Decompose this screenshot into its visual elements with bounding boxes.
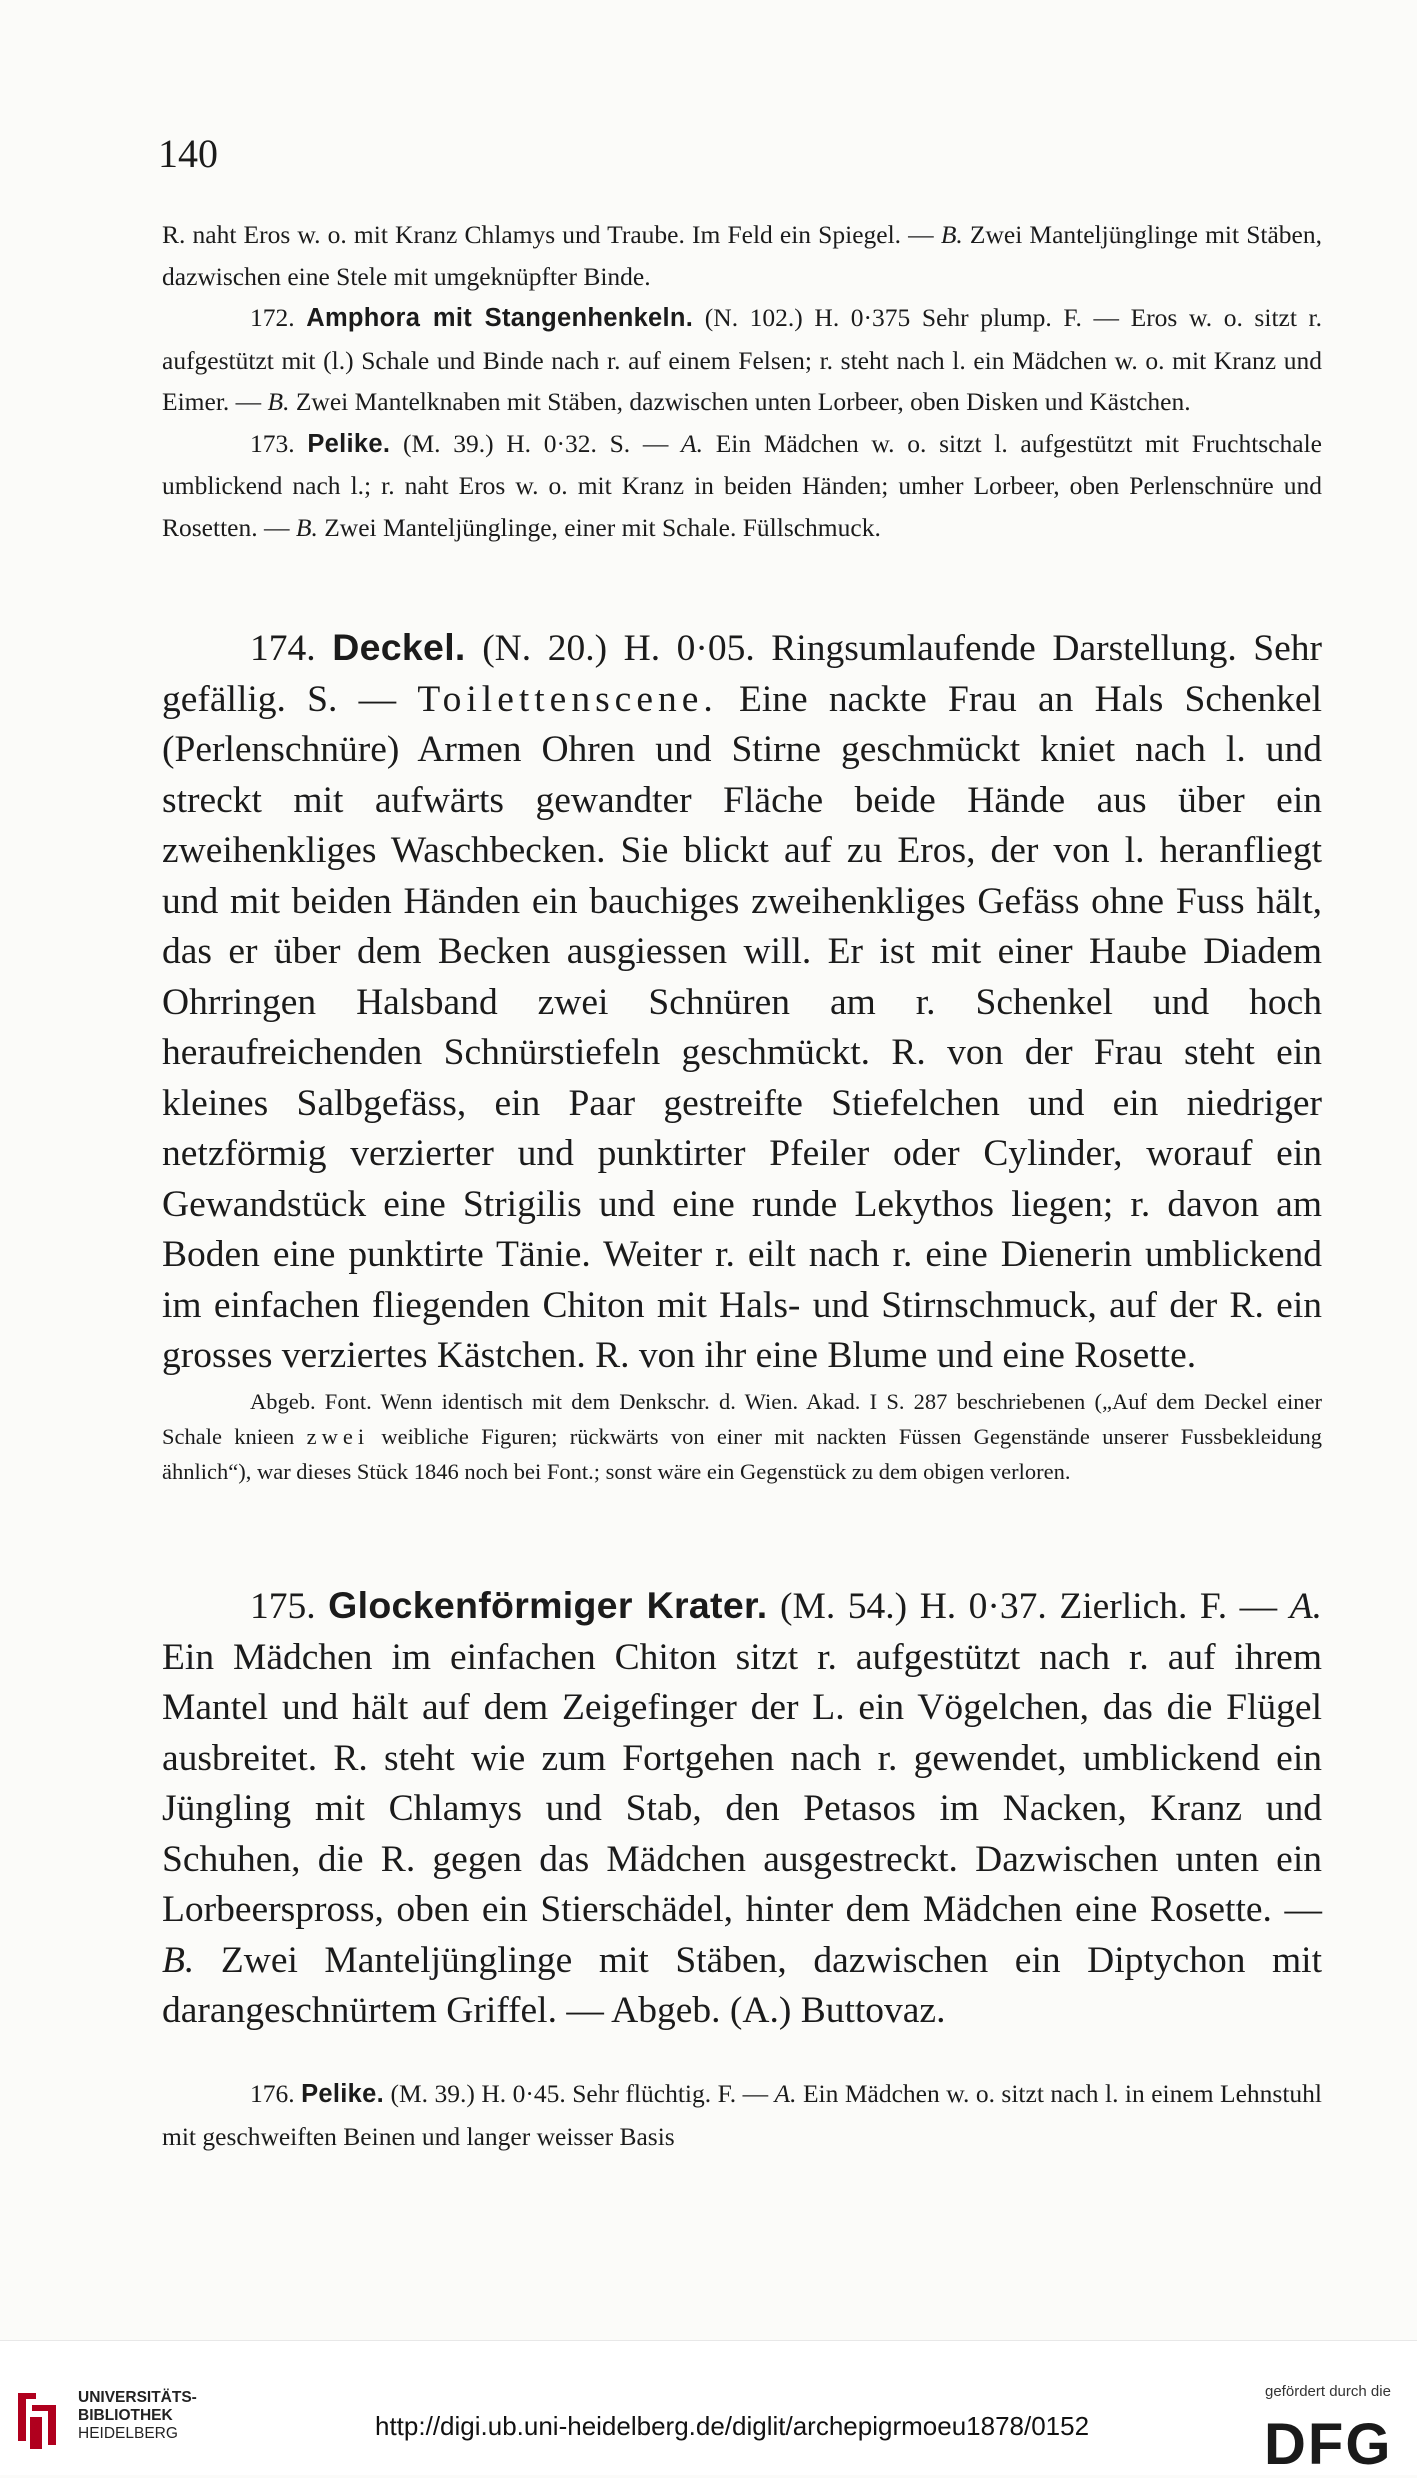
entry-heading: Glockenförmiger Krater. xyxy=(328,1584,768,1626)
library-line-2: BIBLIOTHEK xyxy=(78,2407,173,2424)
spaced-term: Toilettenscene. xyxy=(417,678,718,720)
entry-175 xyxy=(162,1580,1322,2037)
entry-175-block xyxy=(162,1580,1322,2037)
entry-number: 172. xyxy=(250,303,307,332)
entry-text: (N. 102.) H. 0·375 Sehr plump. F. — Eros w. o. sitzt r. aufgestützt mit (l.) Schale und Binde nach r. auf einem Felsen; r. steht nach l. ein Mädchen w. o. mit Kranz und Eimer. — xyxy=(162,303,1322,416)
entry-number: 174. xyxy=(250,628,333,669)
entry-text: Ein Mädchen w. o. sitzt l. aufgestützt mit Fruchtschale umblickend nach l.; r. naht Eros w. o. mit Kranz in beiden Händen; umher Lorbeer, oben Perlenschnüre und Rosetten. — xyxy=(162,428,1322,542)
entry-heading: Amphora mit Stangenhenkeln. xyxy=(306,304,694,332)
entry-text: Zwei Manteljünglinge, einer mit Schale. Füllschmuck. xyxy=(317,512,881,542)
side-b-label: B. xyxy=(267,387,290,416)
side-b-label: B. xyxy=(940,220,963,249)
entry-text: (M. 39.) H. 0·45. Sehr flüchtig. F. — xyxy=(384,2079,775,2108)
note-text: weibliche Figuren; rückwärts von einer mit nackten Füssen Gegenstände unserer Fussbekleidung ähnlich“), war dieses Stück 1846 noch bei Font.; sonst wäre ein Gegenstück zu dem obigen verloren. xyxy=(162,1423,1322,1484)
side-a-label: A. xyxy=(774,2079,797,2108)
dfg-logo: DFG xyxy=(1264,2412,1393,2477)
entry-number: 175. xyxy=(250,1586,329,1627)
library-line-1: UNIVERSITÄTS- xyxy=(78,2389,197,2406)
entry-text: Eine nackte Frau an Hals Schenkel (Perlenschnüre) Armen Ohren und Stirne geschmückt kniet nach l. und streckt mit aufwärts gewandter Fläche beide Hände aus über ein zweihenkliges Waschbecken. Sie blickt auf zu Eros, der von l. heranfliegt und mit beiden Händen ein bauchiges zweihenkliges Gefäss ohne Fuss hält, das er über dem Becken ausgiessen will. Er ist mit einer Haube Diadem Ohrringen Halsband zwei Schnüren am r. Schenkel und hoch heraufreichenden Schnürstiefeln geschmückt. R. von der Frau steht ein kleines Salbgefäss, ein Paar gestreifte Stiefelchen und ein niedriger netzförmig verzierter und punktirter Pfeiler oder Cylinder, worauf ein Gewandstück eine Strigilis und eine runde Lekythos liegen; r. davon am Boden eine punktirte Tänie. Weiter r. eilt nach r. eine Dienerin umblickend im einfachen fliegenden Chiton mit Hals- und Stirnschmuck, auf der R. ein grosses verziertes Kästchen. R. von ihr eine Blume und eine Rosette. xyxy=(162,678,1322,1376)
entry-text: (M. 39.) H. 0·32. S. — xyxy=(390,428,682,458)
page-number: 140 xyxy=(158,131,218,176)
spaced-term: zwei xyxy=(306,1423,370,1449)
permalink-url[interactable]: http://digi.ub.uni-heidelberg.de/diglit/archepigrmoeu1878/0152 xyxy=(375,2411,1090,2441)
entry-heading: Deckel. xyxy=(332,626,466,668)
entry-174-block xyxy=(162,622,1322,1489)
note-text: Abgeb. Font. Wenn identisch mit dem Denkschr. d. Wien. Akad. I S. 287 beschriebenen („Auf dem Deckel einer Schale knieen xyxy=(162,1388,1322,1449)
entry-text: Zwei Manteljünglinge mit Stäben, dazwischen ein Diptychon mit darangeschnürtem Griffel. — Abgeb. (A.) Buttovaz. xyxy=(162,1939,1322,2031)
library-line-3: HEIDELBERG xyxy=(78,2425,178,2442)
entry-text: Zwei Mantelknaben mit Stäben, dazwischen unten Lorbeer, oben Disken und Kästchen. xyxy=(289,387,1191,416)
funding-caption: gefördert durch die xyxy=(1265,2383,1391,2400)
side-b-label: B. xyxy=(295,512,318,542)
entry-heading: Pelike. xyxy=(301,2080,385,2108)
entry-text: (M. 54.) H. 0·37. Zierlich. F. — xyxy=(767,1586,1290,1627)
digitization-footer xyxy=(0,2340,1417,2475)
entry-number: 173. xyxy=(250,428,308,458)
side-a-label: A. xyxy=(1289,1586,1322,1627)
library-name xyxy=(78,2389,197,2443)
entry-text: Ein Mädchen w. o. sitzt nach l. in einem Lehnstuhl mit geschweiften Beinen und langer weisser Basis xyxy=(162,2079,1322,2151)
entry-heading: Pelike. xyxy=(307,429,391,458)
entry-173 xyxy=(162,423,1322,549)
continued-paragraph xyxy=(162,214,1322,297)
side-b-label: B. xyxy=(162,1939,195,1981)
side-a-label: A. xyxy=(681,428,703,458)
entry-174 xyxy=(162,622,1322,1382)
para-text: Zwei Manteljünglinge mit Stäben, dazwischen eine Stele mit umgeknüpfter Binde. xyxy=(162,220,1323,291)
entry-172 xyxy=(162,297,1322,423)
entry-text: Ein Mädchen im einfachen Chiton sitzt r. aufgestützt nach r. auf ihrem Mantel und hält auf dem Zeigefinger der L. ein Vögelchen, das die Flügel ausbreitet. R. steht wie zum Fortgehen nach r. gewendet, umblickend ein Jüngling mit Chlamys und Stab, den Petasos im Nacken, Kranz und Schuhen, die R. gegen das Mädchen ausgestreckt. Dazwischen unten ein Lorbeerspross, oben ein Stierschädel, hinter dem Mädchen eine Rosette. — xyxy=(162,1636,1322,1930)
entry-176 xyxy=(162,2073,1322,2157)
ub-heidelberg-logo-icon xyxy=(12,2383,64,2453)
para-text: R. naht Eros w. o. mit Kranz Chlamys und Traube. Im Feld ein Spiegel. — xyxy=(162,220,941,249)
entry-number: 176. xyxy=(250,2079,302,2108)
text-column xyxy=(162,214,1322,548)
entry-176-block xyxy=(162,2073,1322,2157)
entry-text: (N. 20.) H. 0·05. Ringsumlaufende Darstellung. Sehr gefällig. S. — xyxy=(162,628,1323,720)
entry-174-note xyxy=(162,1384,1322,1489)
